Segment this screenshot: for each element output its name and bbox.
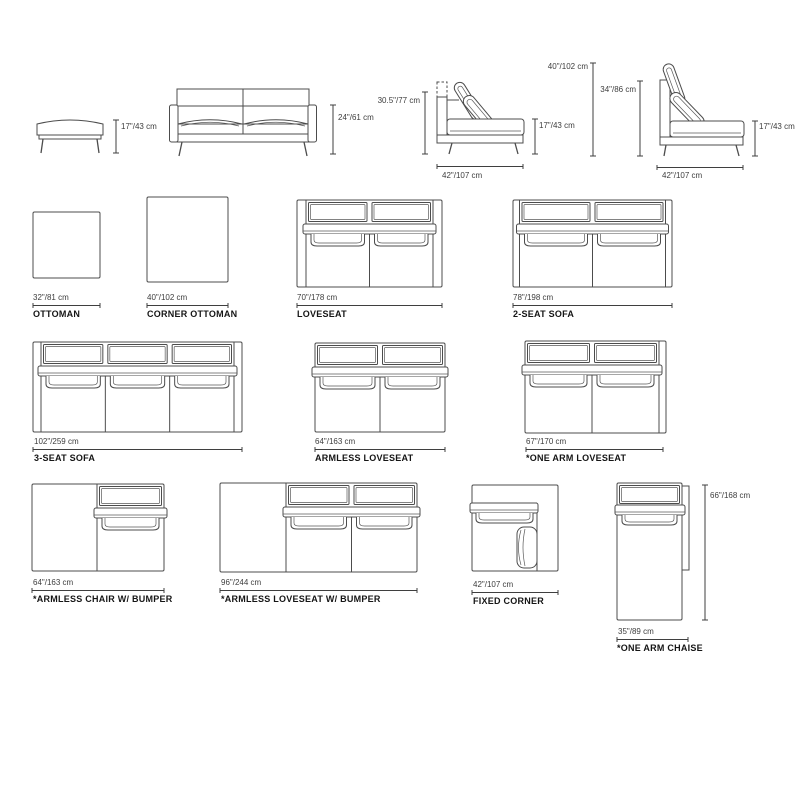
corner-ottoman-width-dim: 40"/102 cm [147,293,188,302]
armless-loveseat-label: ARMLESS LOVESEAT [315,453,414,463]
dimension-line [637,81,643,156]
dimension-line [297,303,442,308]
one-arm-loveseat-label: *ONE ARM LOVESEAT [526,453,627,463]
dimension-line [590,63,596,156]
chair-upright-depth-dim: 42"/107 cm [442,171,483,180]
dimension-line [526,447,663,452]
dimension-line [422,92,428,154]
armless-loveseat-bumper-top-view-drawing [220,483,420,572]
armless-chair-bumper-width-dim: 64"/163 cm [33,578,74,587]
dimension-line [657,165,743,170]
fixed-corner-label: FIXED CORNER [473,596,545,606]
dimension-line [513,303,672,308]
dimension-line [220,588,417,593]
chair-reclined-overall-height-dim: 40"/102 cm [547,62,588,71]
dimension-line [330,105,336,154]
fixed-corner-width-dim: 42"/107 cm [473,580,514,589]
ottoman-top-view-drawing [33,212,100,278]
sofa-front-view-drawing [170,89,317,156]
sofa-front-height-dim: 24"/61 cm [338,113,374,122]
one-arm-chaise-height-dim: 66"/168 cm [710,491,751,500]
dimension-line [702,485,708,620]
one-arm-chaise-label: *ONE ARM CHAISE [617,643,703,653]
dimension-line [315,447,445,452]
armless-chair-reclined-side-view-drawing [660,62,744,156]
armless-loveseat-top-view-drawing [312,343,448,432]
armless-chair-bumper-top-view-drawing [32,484,167,571]
dimension-line [532,119,538,154]
corner-ottoman-top-view-drawing [147,197,228,282]
dimension-line [472,590,558,595]
loveseat-label: LOVESEAT [297,309,347,319]
ottoman-label: OTTOMAN [33,309,81,319]
one-arm-chaise-top-view-drawing [615,483,689,620]
ottoman-width-dim: 32"/81 cm [33,293,69,302]
corner-ottoman-label: CORNER OTTOMAN [147,309,238,319]
dimension-line [617,637,688,642]
dimension-line [752,121,758,156]
chair-upright-back-height-dim: 30.5"/77 cm [377,96,420,105]
armless-chair-upright-side-view-drawing [437,80,524,154]
loveseat-top-view-drawing [297,200,442,287]
armless-loveseat-bumper-label: *ARMLESS LOVESEAT W/ BUMPER [221,594,381,604]
one-arm-loveseat-top-view-drawing [522,341,666,433]
chair-upright-seat-height-dim: 17"/43 cm [539,121,575,130]
dimension-line [113,120,119,153]
one-arm-chaise-width-dim: 35"/89 cm [618,627,654,636]
dimension-line [147,303,228,308]
two-seat-sofa-label: 2-SEAT SOFA [513,309,575,319]
armless-loveseat-width-dim: 64"/163 cm [315,437,356,446]
two-seat-sofa-top-view-drawing [513,200,672,287]
chair-reclined-depth-dim: 42"/107 cm [662,171,703,180]
dimension-line [32,588,164,593]
dimension-line [437,164,523,169]
three-seat-sofa-label: 3-SEAT SOFA [34,453,96,463]
three-seat-sofa-width-dim: 102"/259 cm [34,437,79,446]
fixed-corner-top-view-drawing [470,485,558,571]
armless-loveseat-bumper-width-dim: 96"/244 cm [221,578,262,587]
ottoman-side-height-dim: 17"/43 cm [121,122,157,131]
two-seat-sofa-width-dim: 78"/198 cm [513,293,554,302]
dimension-line [33,303,100,308]
dimension-line [33,447,242,452]
one-arm-loveseat-width-dim: 67"/170 cm [526,437,567,446]
three-seat-sofa-top-view-drawing [33,342,242,432]
chair-reclined-back-height-dim: 34"/86 cm [600,85,636,94]
armless-chair-bumper-label: *ARMLESS CHAIR W/ BUMPER [33,594,173,604]
ottoman-side-view-drawing [37,120,103,153]
chair-reclined-seat-height-dim: 17"/43 cm [759,122,795,131]
loveseat-width-dim: 70"/178 cm [297,293,338,302]
